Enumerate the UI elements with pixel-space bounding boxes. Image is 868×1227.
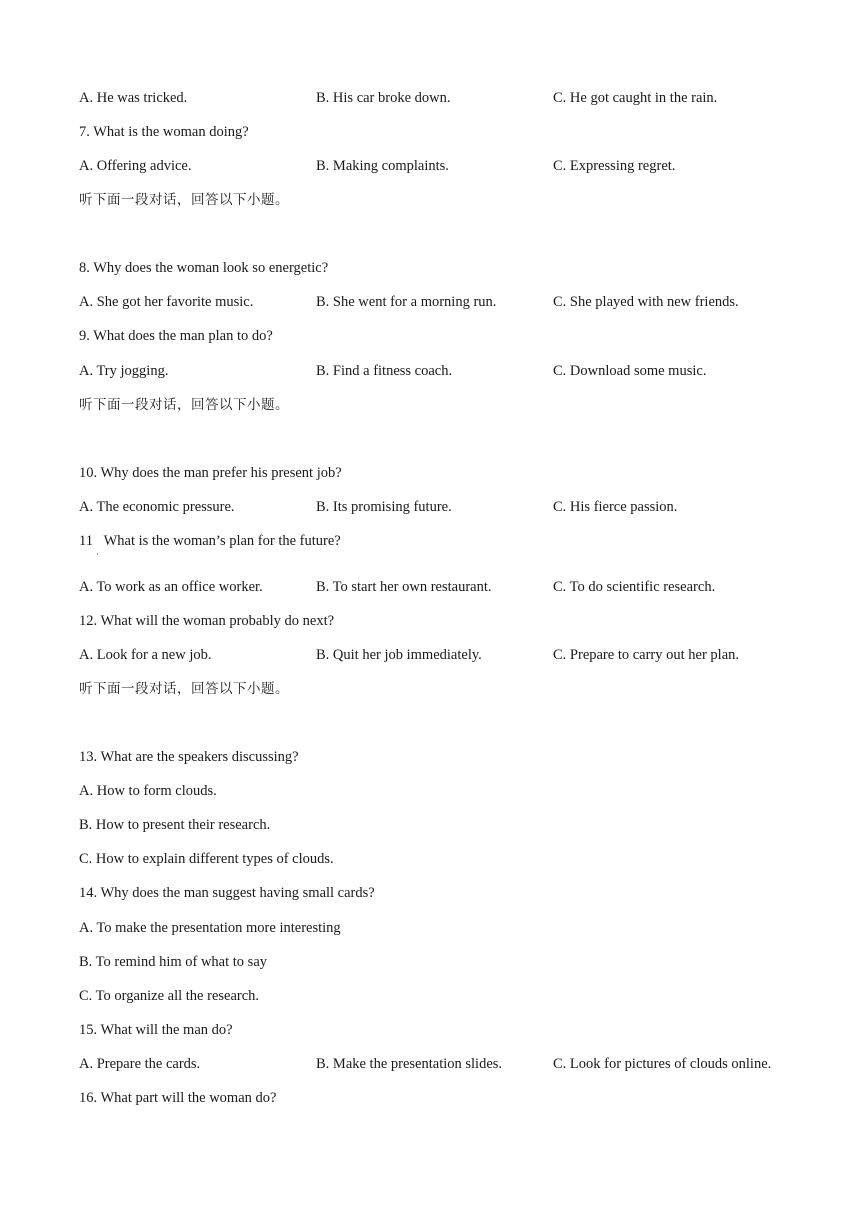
q8-option-c: C. She played with new friends. (553, 294, 739, 310)
q10-question: 10. Why does the man prefer his present job? (79, 465, 342, 481)
section-instruction: 听下面一段对话，回答以下小题。 (79, 681, 289, 697)
section-instruction: 听下面一段对话，回答以下小题。 (79, 192, 289, 208)
q9-option-a: A. Try jogging. (79, 363, 169, 379)
q13-question: 13. What are the speakers discussing? (79, 749, 299, 765)
q6-option-c: C. He got caught in the rain. (553, 90, 718, 106)
q6-option-a: A. He was tricked. (79, 90, 188, 106)
q10-option-a: A. The economic pressure. (79, 499, 235, 515)
q11-number-dot: · (96, 550, 99, 559)
q11-option-c: C. To do scientific research. (553, 579, 716, 595)
q14-option-c: C. To organize all the research. (79, 988, 260, 1004)
q12-option-a: A. Look for a new job. (79, 647, 212, 663)
q13-option-a: A. How to form clouds. (79, 783, 217, 799)
q14-option-b: B. To remind him of what to say (79, 954, 268, 970)
q9-option-c: C. Download some music. (553, 363, 707, 379)
q12-option-b: B. Quit her job immediately. (316, 647, 482, 663)
q11-question: 11 What is the woman’s plan for the future? (79, 533, 341, 549)
section-instruction: 听下面一段对话，回答以下小题。 (79, 397, 289, 413)
q8-option-a: A. She got her favorite music. (79, 294, 254, 310)
q7-option-c: C. Expressing regret. (553, 158, 676, 174)
q12-question: 12. What will the woman probably do next? (79, 613, 335, 629)
q11-option-b: B. To start her own restaurant. (316, 579, 492, 595)
q10-option-b: B. Its promising future. (316, 499, 452, 515)
q15-option-c: C. Look for pictures of clouds online. (553, 1056, 772, 1072)
q15-question: 15. What will the man do? (79, 1022, 233, 1038)
q14-option-a: A. To make the presentation more interesting (79, 920, 341, 936)
q13-option-c: C. How to explain different types of clouds. (79, 851, 334, 867)
q16-question: 16. What part will the woman do? (79, 1090, 277, 1106)
q7-question: 7. What is the woman doing? (79, 124, 249, 140)
q7-option-a: A. Offering advice. (79, 158, 192, 174)
q15-option-b: B. Make the presentation slides. (316, 1056, 503, 1072)
q9-question: 9. What does the man plan to do? (79, 328, 273, 344)
q9-option-b: B. Find a fitness coach. (316, 363, 453, 379)
q7-option-b: B. Making complaints. (316, 158, 449, 174)
q10-option-c: C. His fierce passion. (553, 499, 678, 515)
q8-option-b: B. She went for a morning run. (316, 294, 497, 310)
q6-option-b: B. His car broke down. (316, 90, 451, 106)
q14-question: 14. Why does the man suggest having small cards? (79, 885, 375, 901)
q11-option-a: A. To work as an office worker. (79, 579, 263, 595)
q15-option-a: A. Prepare the cards. (79, 1056, 201, 1072)
q13-option-b: B. How to present their research. (79, 817, 271, 833)
q12-option-c: C. Prepare to carry out her plan. (553, 647, 740, 663)
q8-question: 8. Why does the woman look so energetic? (79, 260, 329, 276)
